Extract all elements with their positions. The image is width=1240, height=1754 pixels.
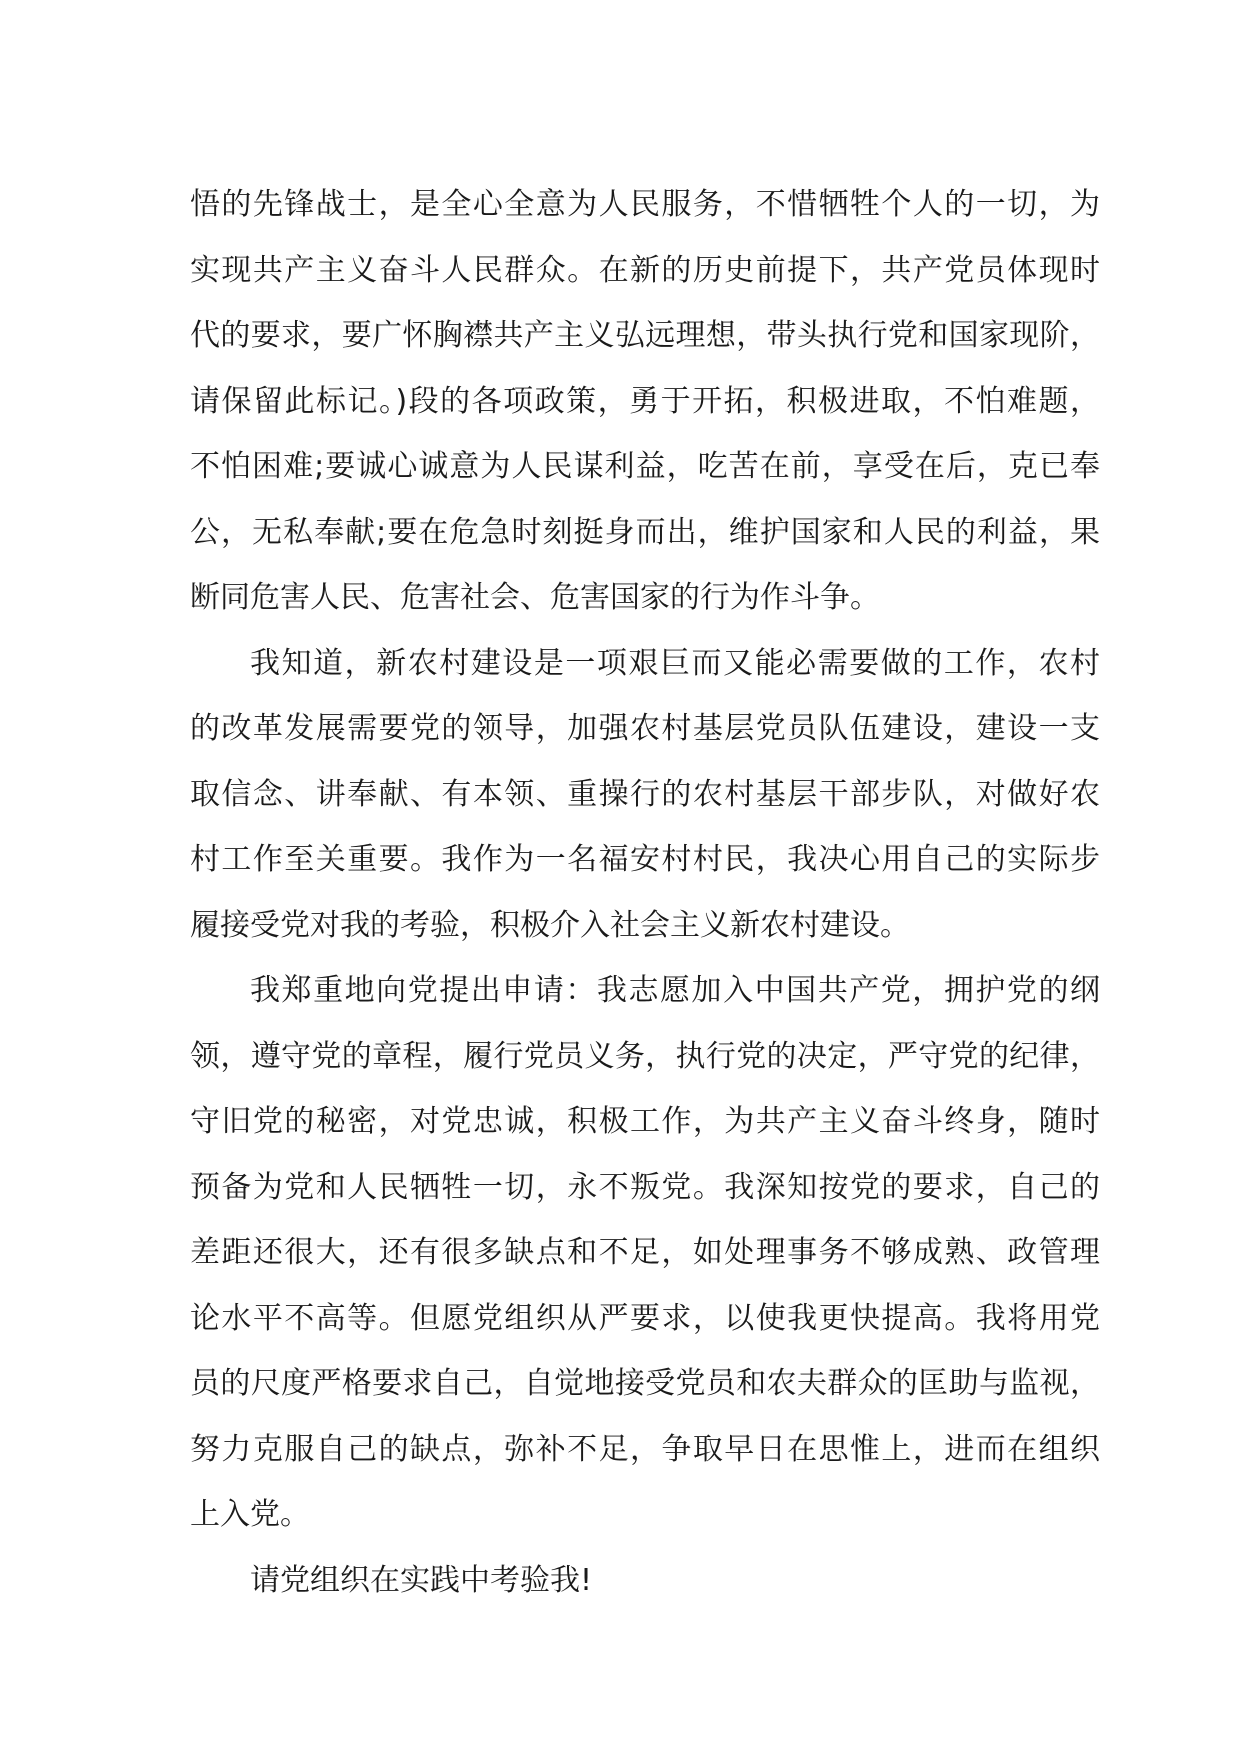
text-line: 断同危害人民、危害社会、危害国家的行为作斗争。	[190, 580, 880, 615]
text-line: 实现共产主义奋斗人民群众。在新的历史前提下，共产党员体现时	[190, 252, 1100, 288]
paragraph	[190, 631, 1100, 959]
text-line: 我知道，新农村建设是一项艰巨而又能必需要做的工作，农村	[250, 645, 1100, 681]
text-line: 请党组织在实践中考验我!	[250, 1562, 593, 1598]
text-line: 履接受党对我的考验，积极介入社会主义新农村建设。	[190, 907, 910, 943]
text-line: 努力克服自己的缺点，弥补不足，争取早日在思惟上，进而在组织	[190, 1431, 1100, 1467]
text-line: 取信念、讲奉献、有本领、重操行的农村基层干部步队，对做好农	[190, 776, 1100, 812]
text-line: 公，无私奉献;要在危急时刻挺身而出，维护国家和人民的利益，果	[190, 514, 1100, 550]
text-line: 上入党。	[190, 1497, 310, 1532]
text-line: 差距还很大，还有很多缺点和不足，如处理事务不够成熟、政管理	[190, 1235, 1100, 1270]
text-line: 我郑重地向党提出申请：我志愿加入中国共产党，拥护党的纲	[250, 973, 1100, 1008]
text-line: 的改革发展需要党的领导，加强农村基层党员队伍建设，建设一支	[190, 711, 1100, 746]
text-line: 论水平不高等。但愿党组织从严要求，以使我更快提高。我将用党	[190, 1300, 1100, 1336]
paragraph	[190, 172, 1100, 631]
document-body	[190, 172, 1100, 1613]
text-line: 员的尺度严格要求自己，自觉地接受党员和农夫群众的匡助与监视，	[190, 1366, 1100, 1401]
text-line: 请保留此标记。)段的各项政策，勇于开拓，积极进取，不怕难题，	[190, 383, 1100, 419]
text-line: 守旧党的秘密，对党忠诚，积极工作，为共产主义奋斗终身，随时	[190, 1104, 1100, 1139]
text-line: 不怕困难;要诚心诚意为人民谋利益，吃苦在前，享受在后，克已奉	[190, 449, 1100, 484]
text-line: 村工作至关重要。我作为一名福安村村民，我决心用自己的实际步	[190, 842, 1100, 877]
text-line: 领，遵守党的章程，履行党员义务，执行党的决定，严守党的纪律，	[190, 1038, 1100, 1074]
text-line: 预备为党和人民牺牲一切，永不叛党。我深知按党的要求，自己的	[190, 1169, 1100, 1205]
paragraph	[190, 1548, 1100, 1614]
paragraph	[190, 958, 1100, 1548]
text-line: 代的要求，要广怀胸襟共产主义弘远理想，带头执行党和国家现阶，	[190, 318, 1100, 353]
text-line: 悟的先锋战士，是全心全意为人民服务，不惜牺牲个人的一切，为	[190, 187, 1100, 222]
